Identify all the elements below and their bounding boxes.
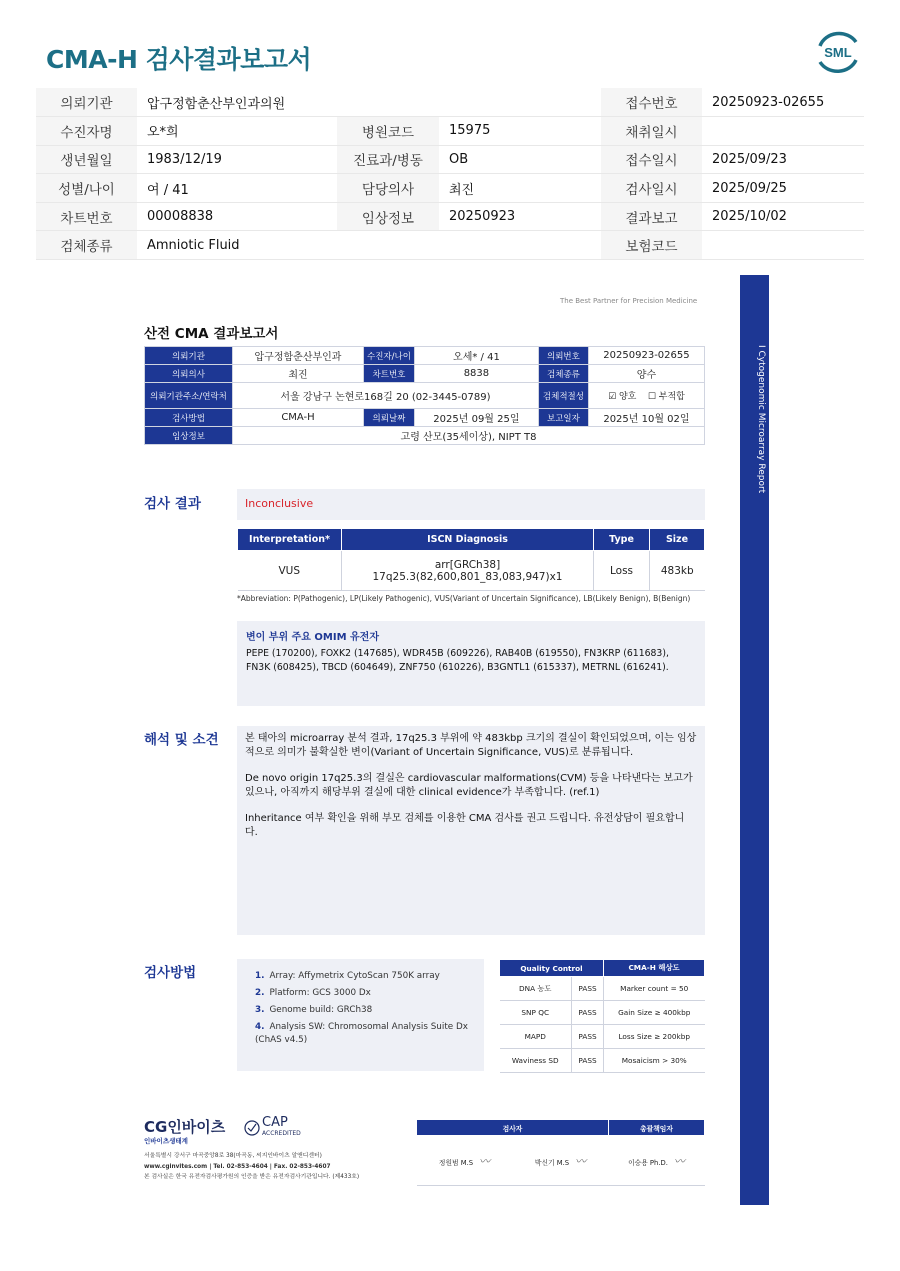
lab-address (144, 1151, 359, 1183)
info-row (36, 174, 864, 203)
info-value (702, 231, 864, 260)
pt-value: 고령 산모(35세이상), NIPT T8 (233, 427, 705, 445)
info-label: 결과보고 (601, 202, 702, 231)
table-row (238, 551, 705, 591)
interpretation-paragraph: Inheritance 여부 확인을 위해 부모 검체를 이용한 CMA 검사를 권고 드립니다. 유전상담이 필요합니다. (245, 813, 685, 838)
info-value (702, 117, 864, 146)
omim-box (237, 621, 705, 706)
interpretation-box (237, 726, 705, 935)
signature-cell: 정원범 M.S 〰 (417, 1136, 513, 1186)
result-cell: VUS (238, 551, 342, 591)
info-value: 오*희 (137, 117, 337, 146)
report-patient-table (144, 346, 705, 445)
info-label: 검체종류 (36, 231, 137, 260)
table-row (500, 1025, 705, 1049)
pt-label: 수진자/나이 (364, 347, 415, 365)
info-label: 보험코드 (601, 231, 702, 260)
info-row (36, 117, 864, 146)
info-value: 00008838 (137, 202, 337, 231)
interpretation-paragraph: 본 태아의 microarray 분석 결과, 17q25.3 부위에 약 483kbp 크기의 결실이 확인되었으며, 이는 임상적으로 의미가 불확실한 변이(Variant of Uncertain Significance, VUS)로 분류됩니다. (245, 733, 697, 758)
methods-section-heading: 검사방법 (144, 965, 197, 981)
info-value: Amniotic Fluid (137, 231, 601, 260)
result-status: Inconclusive (237, 489, 705, 520)
pt-label: 검사방법 (145, 409, 233, 427)
qc-cell: Mosaicism > 30% (604, 1049, 705, 1073)
report-title: 산전 CMA 결과보고서 (144, 326, 279, 342)
interpretation-section-heading: 해석 및 소견 (144, 732, 219, 748)
qc-cell: Marker count = 50 (604, 977, 705, 1001)
info-label: 임상정보 (337, 202, 439, 231)
table-row (500, 1049, 705, 1073)
info-label: 성별/나이 (36, 174, 137, 203)
info-row (36, 88, 864, 117)
address-line: 서울특별시 강서구 마곡중앙8로 38(마곡동, 씨지인바이츠 알앤디센터) (144, 1153, 322, 1159)
pt-label: 의뢰기관주소/연락처 (145, 383, 233, 409)
sig-header: 총괄책임자 (609, 1120, 705, 1136)
result-header: ISCN Diagnosis (342, 529, 594, 551)
sml-logo-icon (814, 30, 862, 74)
methods-item: 2. Platform: GCS 3000 Dx (255, 988, 371, 998)
table-row (500, 1001, 705, 1025)
abbreviation-note: *Abbreviation: P(Pathogenic), LP(Likely Pathogenic), VUS(Variant of Uncertain Significance), LB(Likely Benign), B(Benign) (237, 594, 691, 603)
interpretation-paragraph: De novo origin 17q25.3의 결실은 cardiovascular malformations(CVM) 등을 나타낸다는 보고가 있으나, 아직까지 해당부위 결실에 대한 clinical evidence가 부족합니다. (ref.1) (245, 773, 693, 798)
pt-value: 서울 강남구 논현로168길 20 (02-3445-0789) (233, 383, 539, 409)
info-value: 압구정함춘산부인과의원 (137, 88, 601, 117)
address-line: 본 검사실은 한국 유전자검사평가원의 인증을 받은 유전자검사기관입니다. (제433호) (144, 1174, 360, 1180)
info-label: 차트번호 (36, 202, 137, 231)
qc-cell: Gain Size ≥ 400kbp (604, 1001, 705, 1025)
pt-value: 20250923-02655 (588, 347, 704, 365)
cginvites-sub: 인바이츠생태계 (144, 1137, 188, 1145)
suitable-checkbox: ☑ 양호 (608, 392, 637, 402)
info-value: 2025/09/23 (702, 145, 864, 174)
qc-header: Quality Control (500, 960, 604, 977)
cap-text: CAP (262, 1115, 288, 1130)
sig-header: 검사자 (417, 1120, 609, 1136)
qc-cell: PASS (572, 1025, 604, 1049)
pt-value: 최진 (233, 365, 364, 383)
qc-cell: Waviness SD (500, 1049, 572, 1073)
suitability-checks (588, 383, 704, 409)
methods-item: 3. Genome build: GRCh38 (255, 1005, 373, 1015)
info-label: 진료과/병동 (337, 145, 439, 174)
report-side-label: I Cytogenomic Microarray Report (756, 345, 766, 494)
info-value: 20250923-02655 (702, 88, 864, 117)
qc-cell: MAPD (500, 1025, 572, 1049)
methods-item: 4. Analysis SW: Chromosomal Analysis Suite Dx (ChAS v4.5) (255, 1022, 468, 1045)
pt-label: 의뢰번호 (538, 347, 588, 365)
pt-label: 임상정보 (145, 427, 233, 445)
qc-cell: SNP QC (500, 1001, 572, 1025)
info-value: 2025/09/25 (702, 174, 864, 203)
pt-label: 검체적절성 (538, 383, 588, 409)
pt-value: 압구정함춘산부인과 (233, 347, 364, 365)
info-value: 2025/10/02 (702, 202, 864, 231)
info-value: OB (439, 145, 601, 174)
info-value: 1983/12/19 (137, 145, 337, 174)
cginvites-logo: CG인바이츠 (144, 1118, 226, 1136)
info-row (36, 202, 864, 231)
signature-cell: 박신기 M.S 〰 (513, 1136, 609, 1186)
result-cell: 483kb (650, 551, 705, 591)
pt-label: 보고일자 (538, 409, 588, 427)
table-row (500, 977, 705, 1001)
pt-value: CMA-H (233, 409, 364, 427)
result-header: Interpretation* (238, 529, 342, 551)
methods-box (237, 959, 484, 1071)
omim-title: 변이 부위 주요 OMIM 유전자 (246, 632, 379, 643)
info-label: 수진자명 (36, 117, 137, 146)
pt-label: 의뢰의사 (145, 365, 233, 383)
address-line: www.cginvites.com | Tel. 02-853-4604 | Fax. 02-853-4607 (144, 1163, 331, 1170)
result-header: Type (594, 529, 650, 551)
qc-table (499, 959, 705, 1073)
pt-value: 2025년 09월 25일 (414, 409, 538, 427)
cap-sub: ACCREDITED (262, 1130, 301, 1137)
info-value: 여 / 41 (137, 174, 337, 203)
signature-table (416, 1119, 705, 1186)
info-label: 접수일시 (601, 145, 702, 174)
qc-cell: DNA 농도 (500, 977, 572, 1001)
info-label: 검사일시 (601, 174, 702, 203)
result-cell: Loss (594, 551, 650, 591)
methods-item: 1. Array: Affymetrix CytoScan 750K array (255, 971, 440, 981)
info-label: 병원코드 (337, 117, 439, 146)
info-value: 15975 (439, 117, 601, 146)
patient-info-table (36, 88, 864, 260)
pt-label: 의뢰날짜 (364, 409, 415, 427)
qc-header: CMA-H 해상도 (604, 960, 705, 977)
qc-cell: PASS (572, 1049, 604, 1073)
result-section-heading: 검사 결과 (144, 496, 201, 512)
qc-cell: PASS (572, 1001, 604, 1025)
info-label: 접수번호 (601, 88, 702, 117)
signature-cell: 이승용 Ph.D. 〰 (609, 1136, 705, 1186)
info-value: 20250923 (439, 202, 601, 231)
page-title: CMA-H 검사결과보고서 (46, 45, 312, 74)
info-label: 담당의사 (337, 174, 439, 203)
pt-value: 2025년 10월 02일 (588, 409, 704, 427)
omim-genes-line: PEPE (170200), FOXK2 (147685), WDR45B (609226), RAB40B (619550), FN3KRP (611683), (246, 648, 669, 659)
info-row (36, 145, 864, 174)
info-value: 최진 (439, 174, 601, 203)
info-row (36, 231, 864, 260)
info-label: 의뢰기관 (36, 88, 137, 117)
pt-label: 검체종류 (538, 365, 588, 383)
report-tagline: The Best Partner for Precision Medicine (560, 297, 698, 305)
result-table (237, 528, 705, 591)
qc-cell: Loss Size ≥ 200kbp (604, 1025, 705, 1049)
info-label: 생년월일 (36, 145, 137, 174)
svg-text:SML: SML (824, 45, 852, 60)
result-cell: arr[GRCh38] 17q25.3(82,600,801_83,083,947)x1 (342, 551, 594, 591)
pt-value: 8838 (414, 365, 538, 383)
result-header: Size (650, 529, 705, 551)
omim-genes-line: FN3K (608425), TBCD (604649), ZNF750 (610226), B3GNTL1 (615337), METRNL (616241). (246, 662, 669, 673)
qc-cell: PASS (572, 977, 604, 1001)
pt-label: 차트번호 (364, 365, 415, 383)
pt-label: 의뢰기관 (145, 347, 233, 365)
pt-value: 양수 (588, 365, 704, 383)
unsuitable-checkbox: ☐ 부적합 (647, 392, 685, 402)
info-label: 채취일시 (601, 117, 702, 146)
pt-value: 오세* / 41 (414, 347, 538, 365)
